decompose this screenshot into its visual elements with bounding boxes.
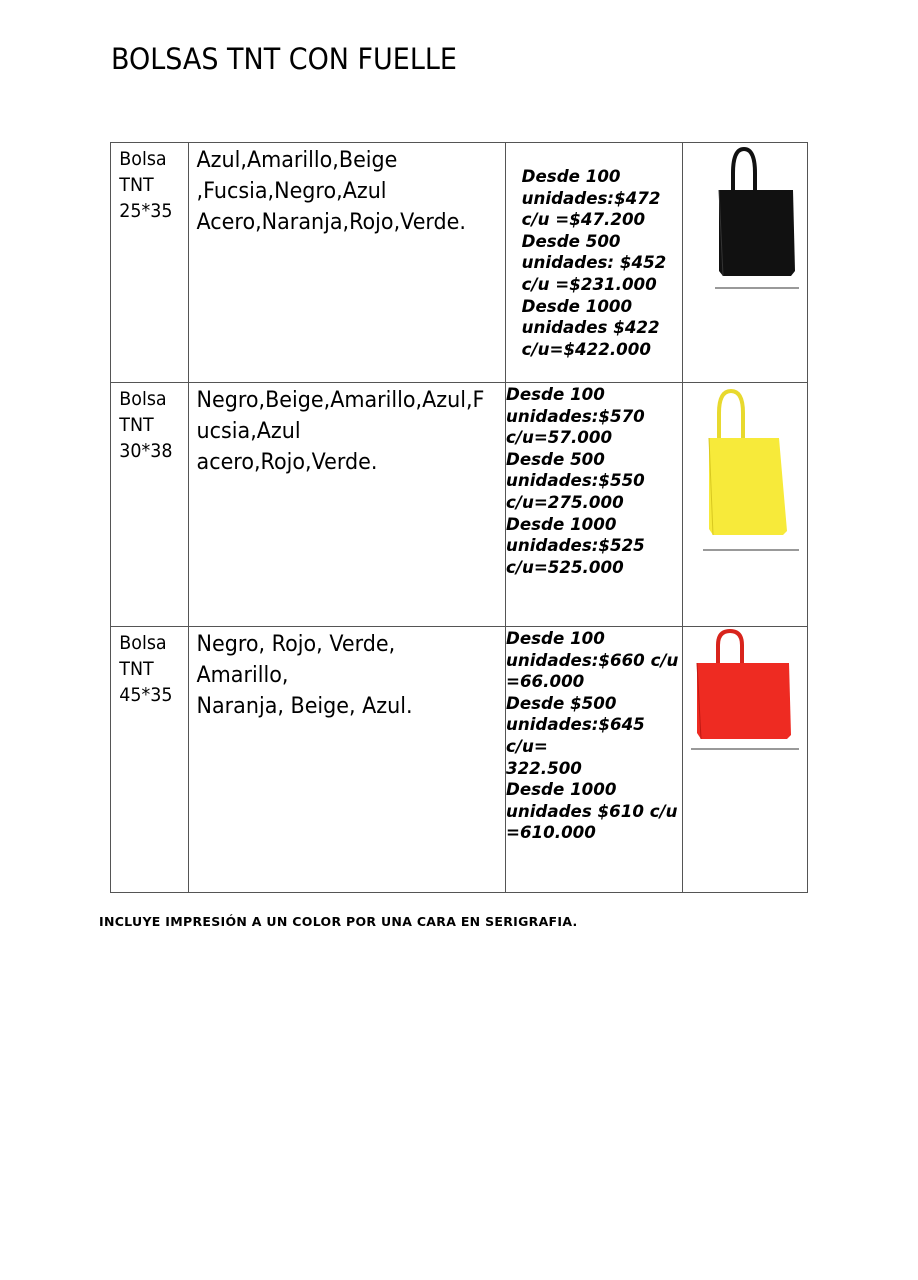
black-tote-bag-image [683, 143, 807, 293]
product-name-line: Bolsa [119, 632, 167, 654]
image-cell [682, 383, 807, 627]
price-line: c/u =$47.200 [521, 210, 646, 231]
price-line: c/u= [506, 736, 548, 757]
price-line: Desde 100 [521, 167, 621, 187]
price-line: unidades:$472 [521, 188, 661, 209]
price-cell [506, 143, 683, 383]
footer-note: INCLUYE IMPRESIÓN A UN COLOR POR UNA CARA EN SERIGRAFIA. [99, 914, 578, 929]
price-line: Desde 500 [521, 231, 621, 252]
price-cell [506, 627, 683, 893]
table-row [111, 627, 808, 893]
price-line: Desde 100 [506, 629, 605, 649]
price-line: Desde $500 [506, 693, 617, 714]
price-list [506, 143, 678, 361]
product-size: 30*38 [119, 440, 173, 462]
product-name-line: TNT [119, 174, 154, 196]
price-line: c/u=$422.000 [521, 339, 652, 360]
price-line: c/u=525.000 [506, 557, 624, 578]
image-cell [682, 143, 807, 383]
price-line: =66.000 [506, 672, 585, 693]
table-row [111, 383, 808, 627]
size-cell [111, 627, 189, 893]
product-name-line: TNT [119, 414, 154, 436]
product-size: 45*35 [119, 684, 173, 706]
price-line: unidades:$570 [506, 406, 645, 427]
price-line: Desde 100 [506, 385, 605, 405]
price-line: c/u=57.000 [506, 428, 613, 449]
price-line: unidades:$550 [506, 471, 645, 492]
price-line: c/u=275.000 [506, 492, 624, 513]
size-cell [111, 143, 189, 383]
colors-cell [188, 383, 505, 627]
red-tote-bag-image [683, 627, 807, 757]
price-line: unidades: $452 [521, 253, 667, 274]
product-size: 25*35 [119, 200, 173, 222]
table-row [111, 143, 808, 383]
price-line: Desde 1000 [506, 514, 617, 535]
product-table [110, 142, 808, 893]
price-line: unidades $422 [521, 318, 660, 339]
price-line: Desde 1000 [506, 780, 617, 801]
price-line: unidades:$525 [506, 536, 645, 557]
price-list [506, 383, 678, 579]
price-line: =610.000 [506, 823, 596, 844]
price-line: unidades:$645 [506, 715, 645, 736]
price-line: unidades:$660 c/u [506, 650, 679, 671]
price-line: c/u =$231.000 [521, 274, 657, 295]
product-name-line: Bolsa [119, 388, 167, 410]
colors-cell [188, 627, 505, 893]
price-line: 322.500 [506, 758, 582, 779]
color-list: Negro,Beige,Amarillo,Azul,F ucsia,Azul acero,Rojo,Verde. [196, 388, 485, 475]
color-list: Azul,Amarillo,Beige ,Fucsia,Negro,Azul Acero,Naranja,Rojo,Verde. [196, 148, 466, 235]
price-line: unidades $610 c/u [506, 801, 678, 822]
price-line: Desde 1000 [521, 296, 633, 317]
page-title: BOLSAS TNT CON FUELLE [111, 42, 457, 76]
price-list [506, 627, 678, 845]
product-name-line: Bolsa [119, 148, 167, 170]
colors-cell [188, 143, 505, 383]
image-cell [682, 627, 807, 893]
yellow-tote-bag-image [683, 383, 807, 558]
size-cell [111, 383, 189, 627]
price-line: Desde 500 [506, 449, 605, 470]
color-list: Negro, Rojo, Verde, Amarillo, Naranja, Beige, Azul. [196, 632, 413, 719]
product-name-line: TNT [119, 658, 154, 680]
price-cell [506, 383, 683, 627]
